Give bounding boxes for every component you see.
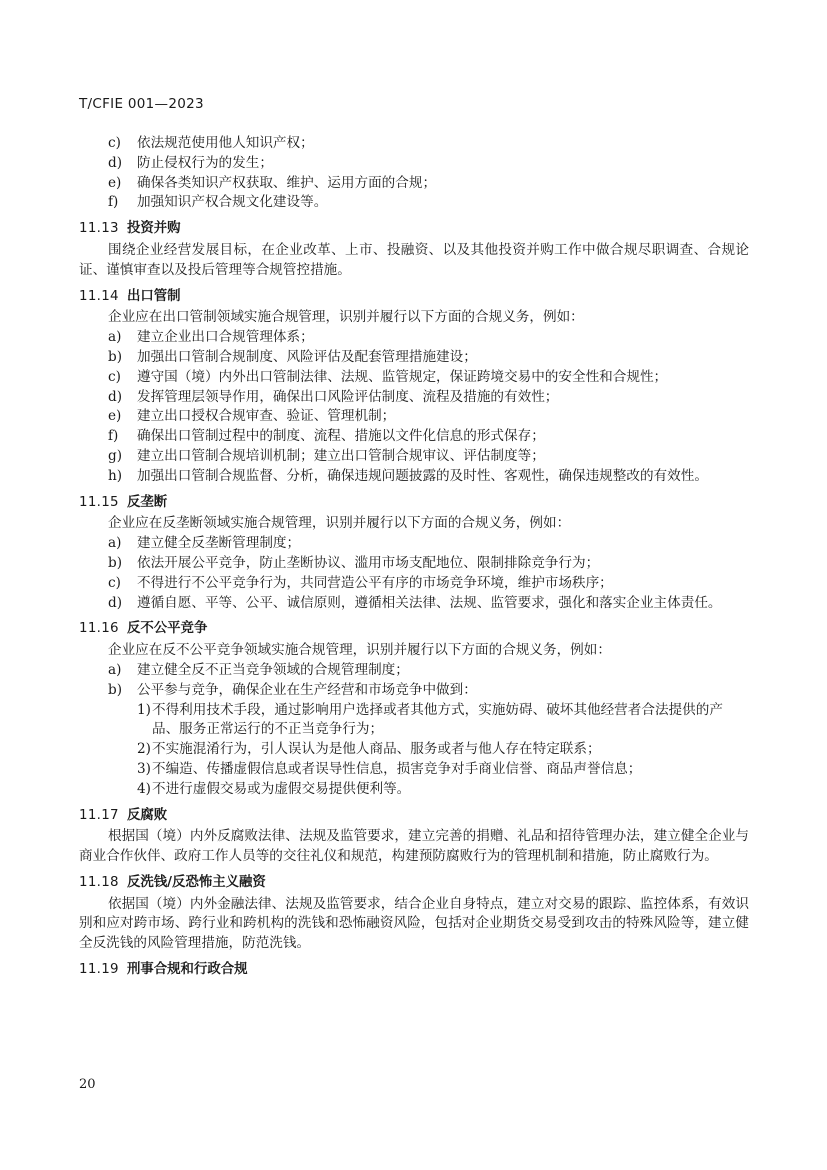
list-item-text: 建立健全反垄断管理制度； — [137, 535, 301, 552]
sub-list-item-text: 不得利用技术手段，通过影响用户选择或者其他方式，实施妨碍、破坏其他经营者合法提供的产品、服务正常运行的不正当竞争行为； — [152, 701, 723, 738]
section-title: 反不公平竞争 — [127, 621, 208, 637]
sub-list-item — [79, 780, 749, 800]
sub-list-marker: 4) — [137, 780, 151, 797]
list-item-text: 依法开展公平竞争，防止垄断协议、滥用市场支配地位、限制排除竞争行为； — [137, 554, 600, 571]
section-heading-11-19 — [79, 960, 749, 980]
sub-list-marker: 2) — [137, 741, 151, 758]
list-item — [79, 154, 749, 174]
section-paragraph: 围绕企业经营发展目标，在企业改革、上市、投融资、以及其他投资并购工作中做合规尽职调查、合规论证、谨慎审查以及投后管理等合规管控措施。 — [79, 241, 749, 278]
list-marker: d) — [108, 594, 123, 611]
section-paragraph: 根据国（境）内外反腐败法律、法规及监管要求，建立完善的捐赠、礼品和招待管理办法，建立健全企业与商业合作伙伴、政府工作人员等的交往礼仪和规范，构建预防腐败行为的管理机制和措施，防止腐败行为。 — [79, 828, 749, 865]
sub-list-item-text: 不编造、传播虚假信息或者误导性信息，损害竞争对手商业信誉、商品声誉信息； — [152, 760, 642, 777]
list-marker: c) — [108, 574, 121, 591]
section-heading-11-13 — [79, 219, 749, 239]
list-marker: d) — [108, 388, 123, 405]
list-item — [79, 427, 749, 447]
list-item-text: 建立出口管制合规培训机制；建立出口管制合规审议、评估制度等； — [137, 447, 545, 464]
list-marker: b) — [108, 554, 123, 571]
list-item-text: 不得进行不公平竞争行为，共同营造公平有序的市场竞争环境，维护市场秩序； — [137, 574, 613, 591]
page-number: 20 — [79, 1077, 96, 1092]
list-marker: d) — [108, 154, 123, 171]
list-marker: a) — [108, 535, 122, 552]
list-marker: f) — [108, 428, 119, 445]
list-item-text: 确保出口管制过程中的制度、流程、措施以文件化信息的形式保存； — [137, 428, 545, 445]
list-item — [79, 447, 749, 467]
list-item — [79, 574, 749, 594]
list-item — [79, 174, 749, 194]
list-marker: b) — [108, 348, 123, 365]
list-item — [79, 594, 749, 614]
section-title: 反腐败 — [127, 807, 168, 823]
list-item-text: 建立健全反不正当竞争领域的合规管理制度； — [137, 661, 409, 678]
section-title: 刑事合规和行政合规 — [127, 962, 248, 978]
section-number: 11.19 — [79, 962, 119, 978]
section-title: 投资并购 — [127, 221, 181, 237]
section-title: 反垄断 — [127, 494, 168, 510]
list-item — [79, 681, 749, 701]
section-heading-11-18 — [79, 873, 749, 893]
list-marker: h) — [108, 467, 123, 484]
section-intro: 企业应在反垄断领域实施合规管理，识别并履行以下方面的合规义务，例如： — [108, 515, 571, 532]
section-paragraph: 依据国（境）内外金融法律、法规及监管要求，结合企业自身特点，建立对交易的跟踪、监控体系，有效识别和应对跨市场、跨行业和跨机构的洗钱和恐怖融资风险，包括对企业期货交易受到攻击的特殊风险等，建立健全反洗钱的风险管理措施，防范洗钱。 — [79, 895, 749, 952]
section-heading-11-16 — [79, 619, 749, 639]
page-content — [79, 134, 749, 982]
list-item — [79, 368, 749, 388]
sub-list-item-text: 不进行虚假交易或为虚假交易提供便利等。 — [152, 780, 411, 797]
list-item-text: 加强出口管制合规监督、分析，确保违规问题披露的及时性、客观性，确保违规整改的有效性。 — [137, 467, 708, 484]
sub-list-item — [79, 740, 749, 760]
list-marker: b) — [108, 681, 123, 698]
section-number: 11.13 — [79, 221, 119, 237]
sub-list-marker: 3) — [137, 760, 151, 777]
list-item — [79, 193, 749, 213]
section-title: 反洗钱/反恐怖主义融资 — [127, 874, 266, 890]
list-item-text: 建立企业出口合规管理体系； — [137, 329, 314, 346]
list-item-text: 遵守国（境）内外出口管制法律、法规、监管规定，保证跨境交易中的安全性和合规性； — [137, 368, 668, 385]
sub-list-item — [79, 701, 749, 741]
section-number: 11.16 — [79, 621, 119, 637]
list-item — [79, 328, 749, 348]
list-marker: f) — [108, 194, 119, 211]
section-heading-11-15 — [79, 493, 749, 513]
list-marker: c) — [108, 135, 121, 151]
sub-list-marker: 1) — [137, 701, 151, 718]
list-marker: e) — [108, 408, 122, 425]
list-item — [79, 467, 749, 487]
list-item — [79, 407, 749, 427]
section-number: 11.14 — [79, 288, 119, 304]
list-marker: a) — [108, 661, 122, 678]
list-item — [79, 348, 749, 368]
list-item-text: 发挥管理层领导作用，确保出口风险评估制度、流程及措施的有效性； — [137, 388, 559, 405]
list-item — [79, 534, 749, 554]
list-item-text: 建立出口授权合规审查、验证、管理机制； — [137, 408, 396, 425]
section-intro: 企业应在出口管制领域实施合规管理，识别并履行以下方面的合规义务，例如： — [108, 309, 584, 326]
section-title: 出口管制 — [127, 288, 181, 304]
list-item — [79, 554, 749, 574]
list-marker: e) — [108, 174, 122, 191]
list-marker: a) — [108, 329, 122, 346]
sub-list-item — [79, 760, 749, 780]
list-item-text: 加强出口管制合规制度、风险评估及配套管理措施建设； — [137, 348, 477, 365]
sub-list-item-text: 不实施混淆行为，引人误认为是他人商品、服务或者与他人存在特定联系； — [152, 741, 601, 758]
list-item-text: 遵循自愿、平等、公平、诚信原则，遵循相关法律、法规、监管要求，强化和落实企业主体责任。 — [137, 594, 722, 611]
list-item-text: 依法规范使用他人知识产权； — [137, 135, 314, 151]
list-item — [79, 661, 749, 681]
list-marker: c) — [108, 368, 121, 385]
list-item-text: 防止侵权行为的发生； — [137, 154, 273, 171]
section-number: 11.15 — [79, 494, 119, 510]
document-id: T/CFIE 001—2023 — [79, 96, 204, 112]
list-item-text: 确保各类知识产权获取、维护、运用方面的合规； — [137, 174, 437, 191]
section-number: 11.18 — [79, 874, 119, 890]
list-item-text: 公平参与竞争，确保企业在生产经营和市场竞争中做到： — [137, 681, 477, 698]
section-number: 11.17 — [79, 807, 119, 823]
section-heading-11-14 — [79, 287, 749, 307]
section-intro: 企业应在反不公平竞争领域实施合规管理，识别并履行以下方面的合规义务，例如： — [108, 642, 611, 659]
list-item — [79, 388, 749, 408]
list-marker: g) — [108, 447, 123, 464]
list-item — [79, 134, 749, 154]
section-heading-11-17 — [79, 806, 749, 826]
list-item-text: 加强知识产权合规文化建设等。 — [137, 194, 328, 211]
